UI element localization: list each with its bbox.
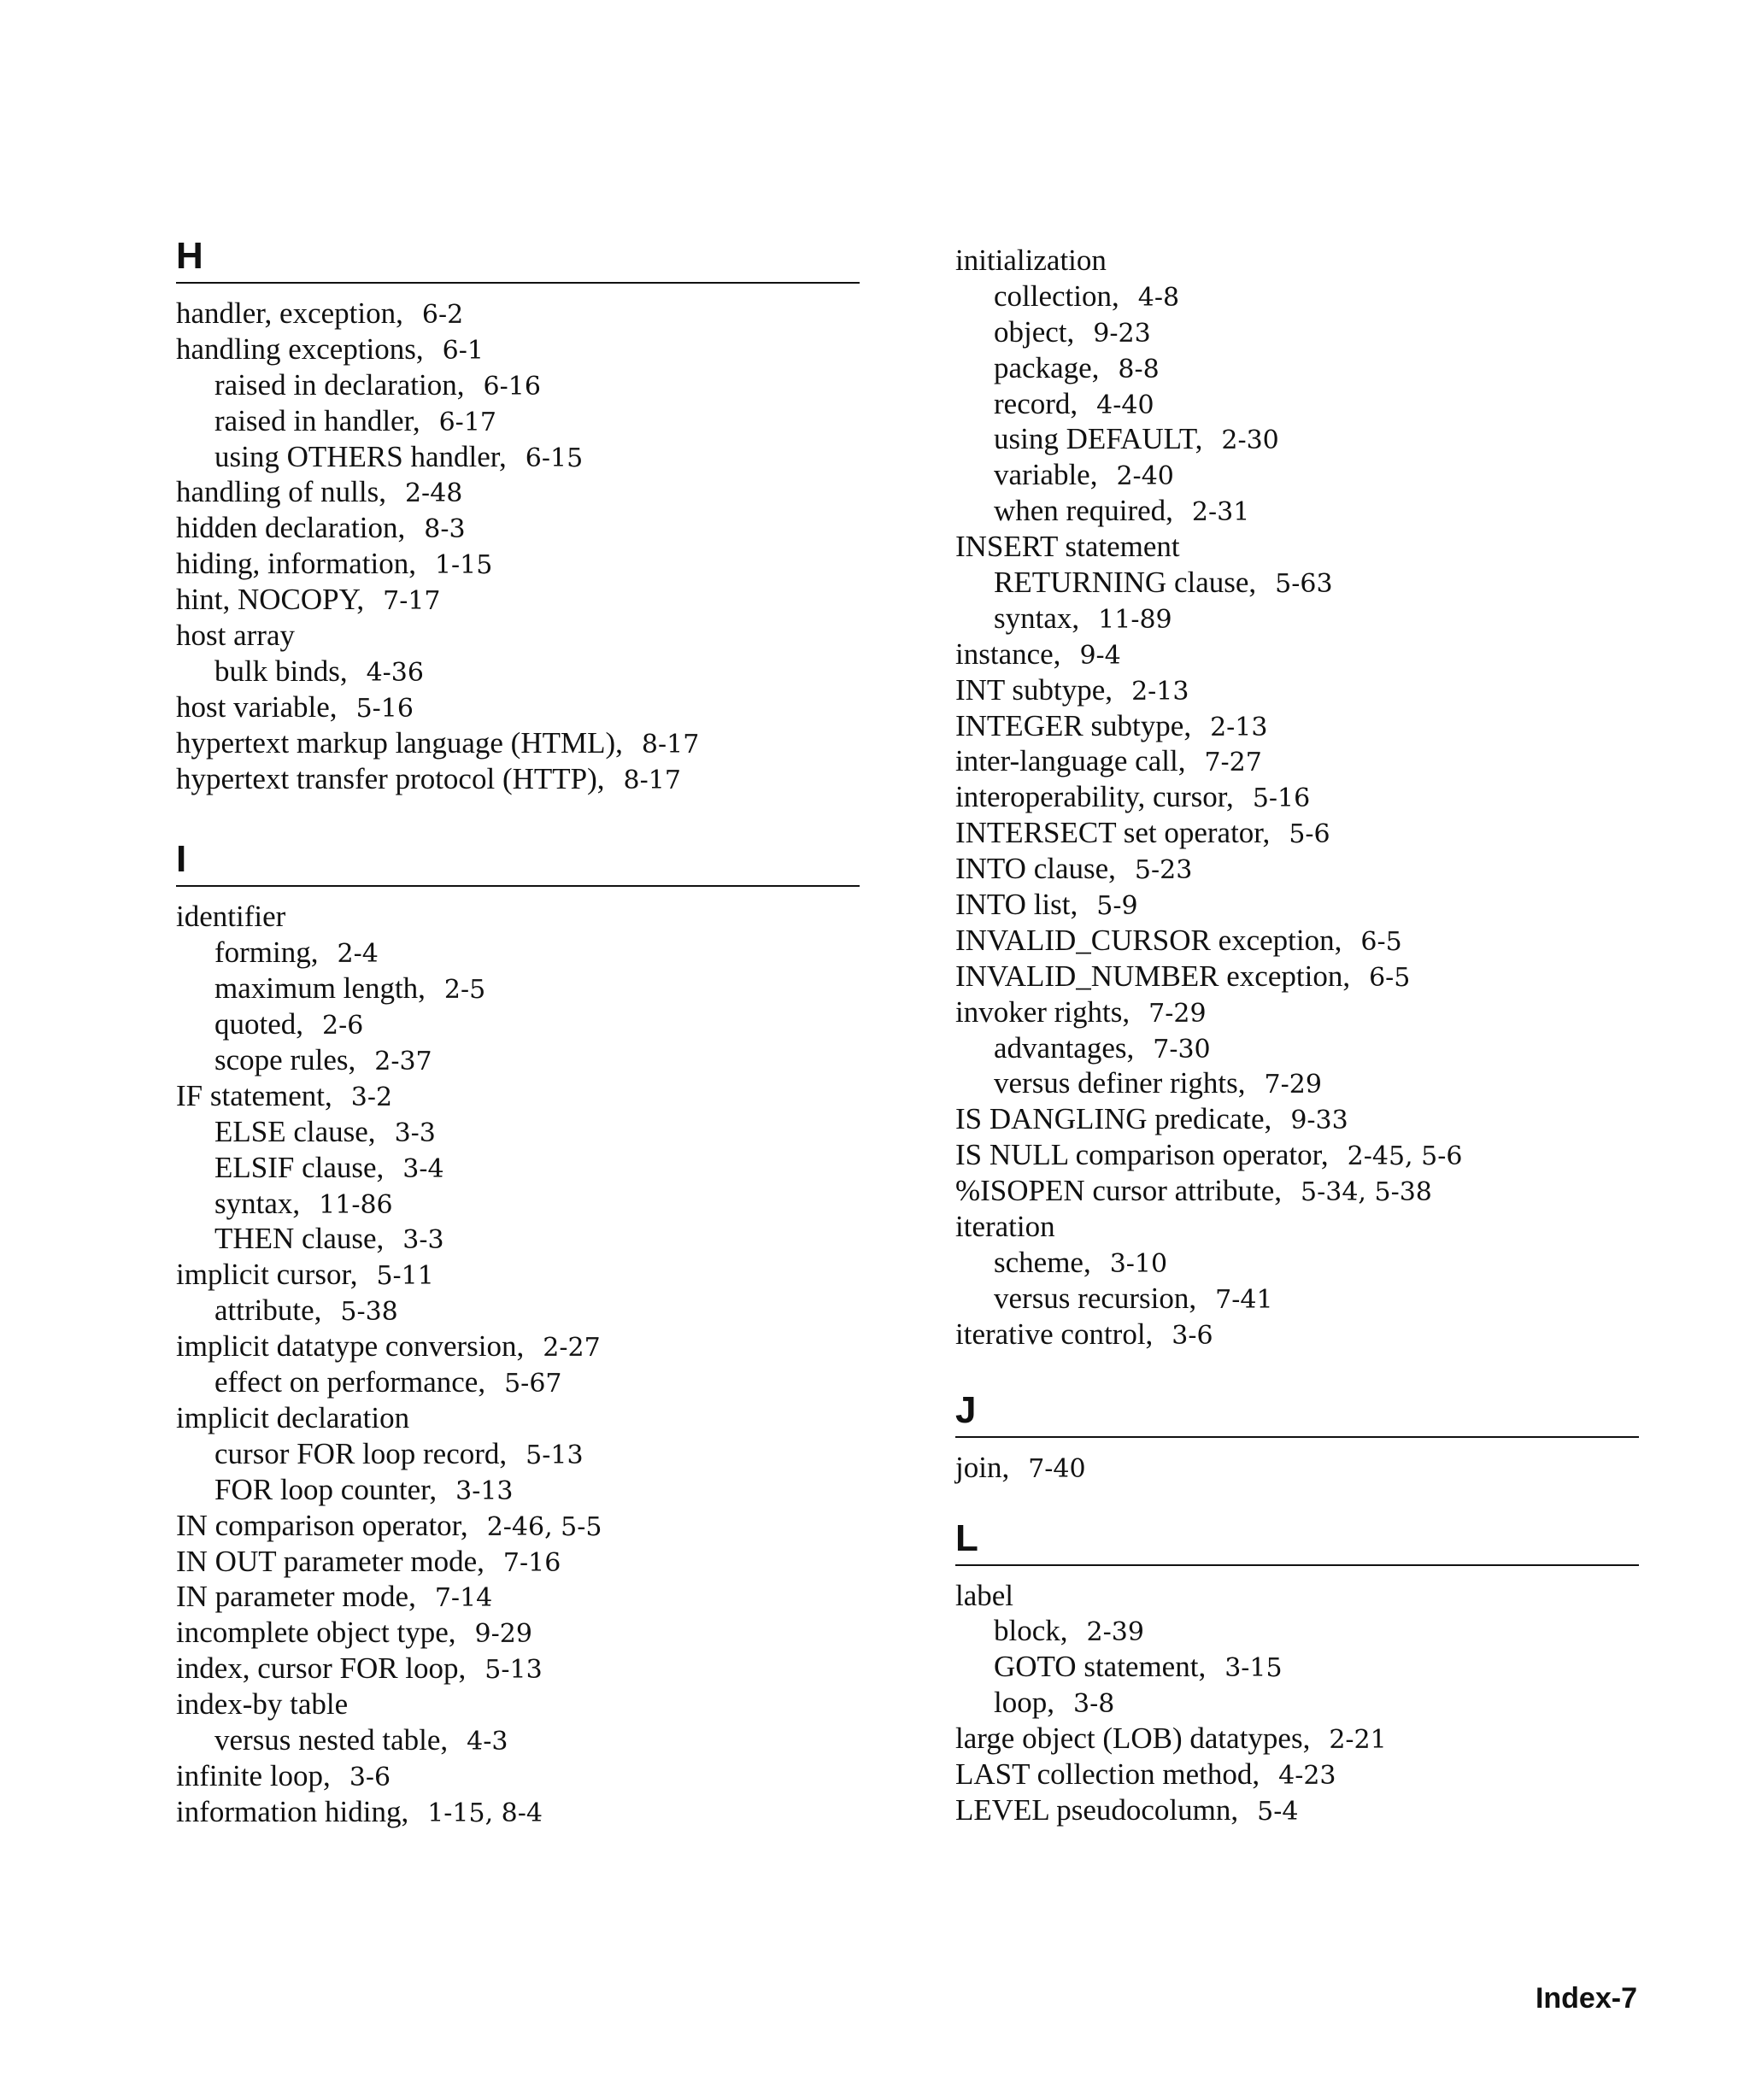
entry-term: host array [176, 619, 295, 653]
entry-term: cursor FOR loop record, [214, 1436, 508, 1470]
entry-term: versus recursion, [994, 1281, 1197, 1315]
index-entry [176, 1794, 860, 1830]
section-letter-i: I [176, 841, 860, 887]
index-entry [955, 887, 1639, 923]
entry-term: ELSE clause, [214, 1114, 376, 1148]
entry-term: infinite loop, [176, 1758, 331, 1792]
entry-term: inter-language call, [955, 744, 1186, 778]
index-entry [955, 743, 1639, 779]
index-entry [955, 243, 1639, 279]
entry-page-refs[interactable]: 7-29 [1264, 1070, 1322, 1100]
entry-term: INTO list, [955, 888, 1078, 922]
entry-page-refs[interactable]: 2-30 [1221, 425, 1279, 456]
index-section-h [176, 235, 860, 796]
index-entry [955, 1578, 1639, 1614]
index-subentry [176, 1293, 860, 1329]
entry-term: THEN clause, [214, 1222, 385, 1256]
entry-page-refs[interactable]: 7-16 [502, 1547, 561, 1578]
entry-page-refs[interactable]: 5-38 [340, 1297, 398, 1328]
index-subentry [955, 457, 1639, 493]
entry-term: incomplete object type, [176, 1616, 456, 1650]
entry-term: identifier [176, 900, 286, 934]
entry-term: syntax, [994, 601, 1080, 635]
entry-page-refs[interactable]: 7-30 [1153, 1034, 1211, 1065]
entry-page-refs[interactable]: 1-15 [434, 550, 493, 581]
entry-page-refs[interactable]: 5-13 [484, 1655, 543, 1686]
entry-page-refs[interactable]: 2-37 [374, 1047, 432, 1077]
entry-term: IN OUT parameter mode, [176, 1544, 484, 1578]
entry-page-refs[interactable]: 2-13 [1131, 676, 1189, 707]
entry-term: collection, [994, 279, 1119, 313]
index-subentry [176, 971, 860, 1006]
entry-term: quoted, [214, 1007, 304, 1041]
entry-page-refs[interactable]: 9-33 [1290, 1106, 1348, 1136]
entry-term: block, [994, 1614, 1068, 1648]
entry-term: RETURNING clause, [994, 566, 1257, 600]
index-entry [955, 636, 1639, 672]
entry-term: INSERT statement [955, 530, 1180, 564]
index-section-j [955, 1388, 1639, 1486]
entry-page-refs[interactable]: 3-6 [1172, 1320, 1213, 1351]
index-section-i-continued [955, 243, 1639, 1352]
index-subentry [176, 1722, 860, 1758]
index-entry [176, 1257, 860, 1293]
index-subentry [176, 1364, 860, 1400]
entry-page-refs[interactable]: 2-39 [1086, 1617, 1144, 1648]
entry-page-refs[interactable]: 8-3 [424, 514, 466, 545]
entry-page-refs[interactable]: 3-3 [394, 1117, 436, 1148]
index-subentry [176, 1150, 860, 1186]
entry-page-refs[interactable]: 2-21 [1329, 1725, 1387, 1756]
entry-page-refs[interactable]: 9-29 [474, 1619, 532, 1650]
page-number: Index-7 [1535, 1982, 1637, 2015]
index-subentry [955, 350, 1639, 386]
entry-page-refs[interactable]: 8-17 [623, 765, 681, 795]
index-subentry [176, 1472, 860, 1508]
index-subentry [955, 1685, 1639, 1721]
entry-term: IN comparison operator, [176, 1508, 468, 1542]
index-subentry [176, 439, 860, 475]
entry-term: scheme, [994, 1245, 1091, 1279]
entry-term: invoker rights, [955, 994, 1130, 1029]
entry-term: package, [994, 350, 1100, 384]
entry-term: INVALID_CURSOR exception, [955, 923, 1342, 957]
index-entry [955, 994, 1639, 1030]
entry-page-refs[interactable]: 4-3 [467, 1726, 508, 1757]
entry-term: bulk binds, [214, 654, 348, 688]
entry-term: advantages, [994, 1030, 1135, 1065]
entry-term: scope rules, [214, 1043, 356, 1077]
entry-term: index, cursor FOR loop, [176, 1651, 467, 1686]
entry-page-refs[interactable]: 5-11 [376, 1261, 434, 1292]
entry-page-refs[interactable]: 5-16 [1252, 783, 1311, 814]
entry-page-refs[interactable]: 5-6 [1289, 819, 1330, 850]
entry-page-refs[interactable]: 11-86 [319, 1189, 393, 1220]
index-entry [176, 1758, 860, 1794]
entry-term: join, [955, 1450, 1010, 1484]
entry-term: handling of nulls, [176, 475, 386, 509]
entry-page-refs[interactable]: 7-14 [434, 1583, 493, 1614]
entry-page-refs[interactable]: 2-40 [1116, 461, 1174, 492]
index-entry [176, 1078, 860, 1114]
section-gap [955, 1352, 1639, 1392]
entry-page-refs[interactable]: 2-45, 5-6 [1347, 1141, 1463, 1172]
section-letter-h: H [176, 238, 860, 284]
entry-page-refs[interactable]: 6-17 [438, 407, 496, 437]
index-entry [176, 689, 860, 725]
index-entry [176, 618, 860, 654]
index-entry [176, 1544, 860, 1580]
entry-page-refs[interactable]: 2-4 [337, 939, 379, 970]
index-left-column [176, 235, 860, 1830]
index-subentry [955, 601, 1639, 636]
entry-page-refs[interactable]: 6-15 [525, 443, 584, 473]
entry-page-refs[interactable]: 5-4 [1257, 1796, 1299, 1827]
index-subentry [955, 1281, 1639, 1317]
index-entry [955, 1792, 1639, 1828]
entry-term: versus definer rights, [994, 1066, 1246, 1100]
entry-page-refs[interactable]: 6-5 [1360, 926, 1402, 957]
entry-term: using OTHERS handler, [214, 439, 507, 473]
index-entry [176, 331, 860, 367]
entry-term: large object (LOB) datatypes, [955, 1722, 1311, 1756]
entry-page-refs[interactable]: 5-9 [1096, 891, 1138, 922]
index-subentry [176, 1221, 860, 1257]
entry-page-refs[interactable]: 2-46, 5-5 [486, 1511, 602, 1542]
entry-page-refs[interactable]: 4-36 [366, 657, 424, 688]
entry-page-refs[interactable]: 5-34, 5-38 [1301, 1177, 1432, 1208]
index-entry [955, 672, 1639, 708]
entry-term: hypertext transfer protocol (HTTP), [176, 761, 605, 795]
section-l-entries [955, 1578, 1639, 1828]
entry-page-refs[interactable]: 9-23 [1093, 318, 1151, 349]
index-entry [176, 510, 860, 546]
entry-term: forming, [214, 936, 319, 970]
entry-term: handling exceptions, [176, 331, 424, 366]
entry-page-refs[interactable]: 8-8 [1118, 354, 1160, 384]
entry-page-refs[interactable]: 7-41 [1215, 1284, 1273, 1315]
index-subentry [955, 493, 1639, 529]
section-letter-l: L [955, 1520, 1639, 1566]
entry-term: versus nested table, [214, 1722, 449, 1757]
entry-term: %ISOPEN cursor attribute, [955, 1174, 1283, 1208]
entry-term: ELSIF clause, [214, 1150, 385, 1184]
index-entry [176, 1579, 860, 1615]
index-subentry [955, 314, 1639, 350]
index-entry [176, 725, 860, 761]
entry-term: IN parameter mode, [176, 1580, 416, 1614]
entry-term: attribute, [214, 1293, 322, 1328]
entry-term: host variable, [176, 689, 338, 724]
index-entry [176, 1329, 860, 1364]
index-subentry [176, 654, 860, 689]
entry-term: instance, [955, 636, 1061, 671]
entry-term: iteration [955, 1210, 1055, 1244]
entry-term: IS DANGLING predicate, [955, 1102, 1272, 1136]
entry-page-refs[interactable]: 2-31 [1191, 497, 1250, 528]
entry-term: interoperability, cursor, [955, 780, 1234, 814]
entry-term: implicit datatype conversion, [176, 1329, 525, 1364]
index-entry [176, 1651, 860, 1686]
index-entry [176, 1508, 860, 1544]
entry-page-refs[interactable]: 6-2 [421, 300, 464, 330]
entry-term: LEVEL pseudocolumn, [955, 1792, 1239, 1827]
entry-page-refs[interactable]: 4-8 [1137, 282, 1180, 313]
index-entry [955, 1721, 1639, 1757]
index-subentry [176, 935, 860, 971]
index-entry [955, 851, 1639, 887]
entry-term: maximum length, [214, 971, 426, 1006]
entry-page-refs[interactable]: 2-5 [443, 975, 486, 1006]
entry-term: INVALID_NUMBER exception, [955, 959, 1351, 993]
entry-term: LAST collection method, [955, 1757, 1260, 1791]
index-subentry [955, 1613, 1639, 1649]
entry-page-refs[interactable]: 3-10 [1109, 1248, 1168, 1279]
section-i-entries [176, 899, 860, 1829]
index-subentry [955, 386, 1639, 422]
index-entry [955, 1101, 1639, 1137]
entry-term: raised in declaration, [214, 367, 465, 402]
index-entry [955, 815, 1639, 851]
entry-term: variable, [994, 458, 1098, 492]
entry-page-refs[interactable]: 3-13 [455, 1475, 514, 1506]
index-entry [176, 582, 860, 618]
index-subentry [176, 1042, 860, 1078]
index-entry [955, 708, 1639, 744]
entry-term: INTERSECT set operator, [955, 816, 1271, 850]
entry-page-refs[interactable]: 3-2 [350, 1082, 393, 1112]
section-letter-j: J [955, 1392, 1639, 1438]
entry-page-refs[interactable]: 5-13 [526, 1440, 584, 1470]
entry-term: GOTO statement, [994, 1650, 1207, 1684]
entry-term: object, [994, 314, 1075, 349]
index-entry [955, 923, 1639, 959]
entry-term: hypertext markup language (HTML), [176, 725, 623, 760]
index-entry [176, 899, 860, 935]
entry-page-refs[interactable]: 7-40 [1028, 1453, 1086, 1484]
entry-term: loop, [994, 1686, 1054, 1720]
section-gap [176, 796, 860, 841]
entry-term: handler, exception, [176, 296, 403, 330]
entry-term: implicit cursor, [176, 1258, 358, 1292]
entry-term: index-by table [176, 1687, 349, 1722]
index-entry [176, 1686, 860, 1722]
entry-term: initialization [955, 243, 1107, 277]
entry-page-refs[interactable]: 7-29 [1148, 998, 1207, 1029]
section-j-entries [955, 1450, 1639, 1486]
entry-term: label [955, 1578, 1014, 1612]
index-entry [955, 529, 1639, 565]
index-entry [955, 1209, 1639, 1245]
entry-term: INT subtype, [955, 672, 1113, 707]
entry-term: hint, NOCOPY, [176, 583, 365, 617]
entry-page-refs[interactable]: 5-67 [504, 1369, 562, 1399]
entry-term: FOR loop counter, [214, 1472, 438, 1506]
entry-page-refs[interactable]: 5-23 [1134, 855, 1193, 886]
entry-page-refs[interactable]: 2-13 [1210, 712, 1268, 742]
entry-page-refs[interactable]: 4-23 [1278, 1760, 1336, 1791]
index-subentry [955, 565, 1639, 601]
entry-term: INTEGER subtype, [955, 708, 1192, 742]
entry-term: IF statement, [176, 1078, 332, 1112]
entry-page-refs[interactable]: 3-4 [402, 1153, 444, 1184]
index-subentry [176, 403, 860, 439]
entry-page-refs[interactable]: 2-48 [404, 478, 463, 509]
index-entry [176, 546, 860, 582]
index-entry [955, 779, 1639, 815]
index-entry [176, 296, 860, 331]
entry-term: implicit declaration [176, 1400, 410, 1434]
entry-page-refs[interactable]: 3-3 [402, 1225, 444, 1256]
entry-term: syntax, [214, 1186, 301, 1220]
index-entry [955, 1450, 1639, 1486]
entry-term: IS NULL comparison operator, [955, 1138, 1329, 1172]
index-entry [955, 1757, 1639, 1792]
index-entry [176, 474, 860, 510]
entry-term: INTO clause, [955, 852, 1116, 886]
index-entry [955, 1173, 1639, 1209]
entry-page-refs[interactable]: 3-15 [1224, 1653, 1283, 1684]
index-subentry [176, 1436, 860, 1472]
entry-term: using DEFAULT, [994, 422, 1203, 456]
entry-page-refs[interactable]: 2-6 [322, 1011, 364, 1041]
entry-term: record, [994, 386, 1078, 420]
entry-page-refs[interactable]: 7-17 [383, 586, 441, 617]
entry-term: raised in handler, [214, 403, 420, 437]
entry-term: hiding, information, [176, 547, 416, 581]
entry-page-refs[interactable]: 11-89 [1098, 604, 1172, 635]
index-right-column [955, 243, 1639, 1828]
index-subentry [176, 1006, 860, 1042]
index-subentry [955, 1649, 1639, 1685]
entry-term: when required, [994, 494, 1173, 528]
section-gap [955, 1486, 1639, 1520]
index-subentry [176, 1186, 860, 1222]
index-entry [955, 1137, 1639, 1173]
entry-page-refs[interactable]: 5-16 [355, 693, 414, 724]
index-subentry [955, 279, 1639, 314]
index-subentry [955, 1245, 1639, 1281]
entry-term: iterative control, [955, 1317, 1154, 1351]
index-entry [176, 761, 860, 797]
entry-page-refs[interactable]: 7-27 [1204, 748, 1262, 778]
index-entry [176, 1615, 860, 1651]
index-subentry [176, 367, 860, 403]
entry-page-refs[interactable]: 9-4 [1079, 640, 1121, 671]
entry-page-refs[interactable]: 3-6 [349, 1762, 391, 1792]
entry-page-refs[interactable]: 5-63 [1275, 569, 1333, 600]
index-section-i [176, 838, 860, 1829]
entry-page-refs[interactable]: 4-40 [1096, 390, 1154, 420]
index-entry [955, 1317, 1639, 1352]
index-section-l [955, 1516, 1639, 1828]
index-subentry [955, 421, 1639, 457]
entry-term: hidden declaration, [176, 511, 406, 545]
entry-page-refs[interactable]: 6-16 [483, 371, 541, 402]
entry-page-refs[interactable]: 2-27 [543, 1333, 601, 1364]
index-entry [955, 959, 1639, 994]
entry-page-refs[interactable]: 3-8 [1072, 1689, 1115, 1720]
index-subentry [955, 1065, 1639, 1101]
section-h-entries [176, 296, 860, 796]
index-subentry [176, 1114, 860, 1150]
entry-page-refs[interactable]: 6-1 [442, 335, 484, 366]
entry-term: effect on performance, [214, 1365, 486, 1399]
section-i-continued-entries [955, 243, 1639, 1352]
index-subentry [955, 1030, 1639, 1066]
index-entry [176, 1400, 860, 1436]
entry-page-refs[interactable]: 6-5 [1369, 962, 1411, 993]
entry-page-refs[interactable]: 1-15, 8-4 [427, 1798, 543, 1828]
entry-page-refs[interactable]: 8-17 [641, 729, 700, 760]
entry-term: information hiding, [176, 1794, 409, 1828]
